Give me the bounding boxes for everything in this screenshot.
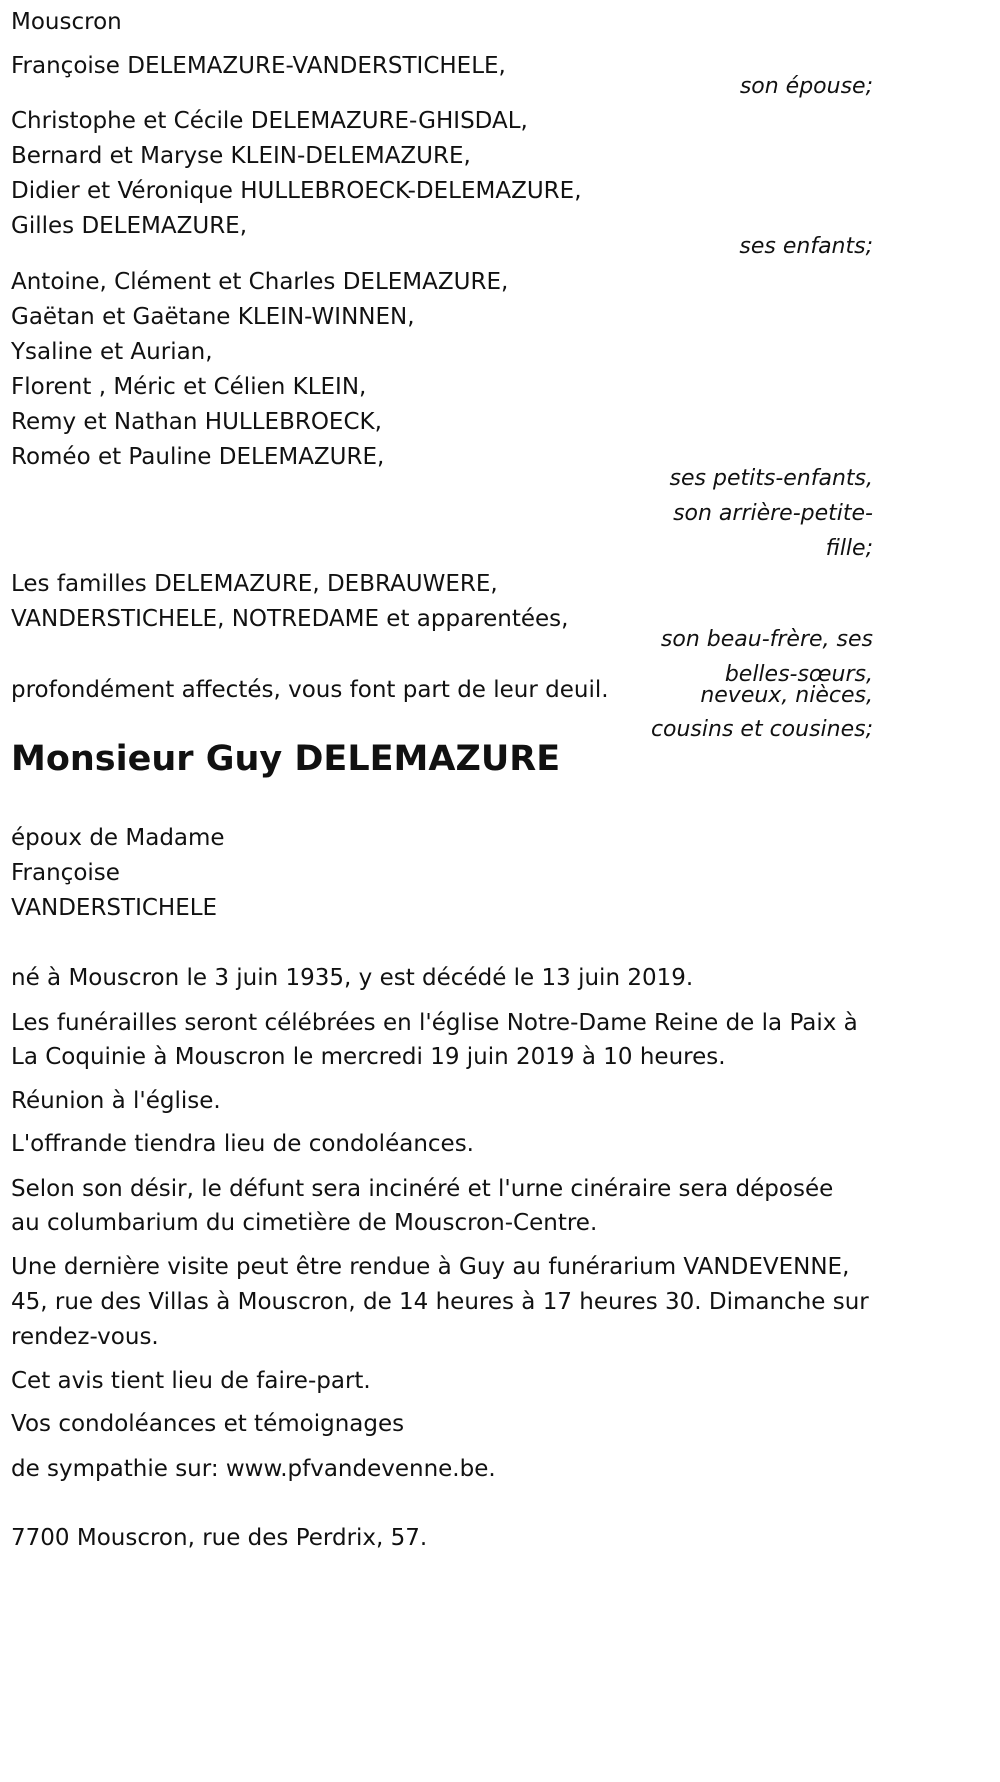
families-role: neveux, nièces, bbox=[700, 683, 873, 708]
grandchildren-role: son arrière-petite- bbox=[673, 501, 873, 526]
funeral-line: Les funérailles seront célébrées en l'église Notre-Dame Reine de la Paix à bbox=[11, 1010, 858, 1036]
cremation-line: Selon son désir, le défunt sera incinéré et l'urne cinéraire sera déposée bbox=[11, 1176, 834, 1202]
grandchildren-role: ses petits-enfants, bbox=[669, 466, 873, 491]
location: Mouscron bbox=[11, 9, 122, 35]
condolences-line: de sympathie sur: www.pfvandevenne.be. bbox=[11, 1456, 496, 1482]
spouse-role: son épouse; bbox=[739, 74, 873, 99]
funeral-line: La Coquinie à Mouscron le mercredi 19 juin 2019 à 10 heures. bbox=[11, 1044, 726, 1070]
child-name: Bernard et Maryse KLEIN-DELEMAZURE, bbox=[11, 143, 471, 169]
cremation-line: au columbarium du cimetière de Mouscron-Centre. bbox=[11, 1210, 598, 1236]
families-line: Les familles DELEMAZURE, DEBRAUWERE, bbox=[11, 571, 498, 597]
visit-line: rendez-vous. bbox=[11, 1324, 159, 1350]
families-role: son beau-frère, ses bbox=[660, 627, 873, 652]
visit-line: Une dernière visite peut être rendue à Guy au funérarium VANDEVENNE, bbox=[11, 1254, 850, 1280]
child-name: Gilles DELEMAZURE, bbox=[11, 213, 248, 239]
spouse-name: Françoise DELEMAZURE-VANDERSTICHELE, bbox=[11, 53, 506, 79]
child-name: Christophe et Cécile DELEMAZURE-GHISDAL, bbox=[11, 108, 528, 134]
grandchild-name: Roméo et Pauline DELEMAZURE, bbox=[11, 444, 385, 470]
children-role: ses enfants; bbox=[739, 234, 873, 259]
grandchildren-role: fille; bbox=[825, 536, 873, 561]
address: 7700 Mouscron, rue des Perdrix, 57. bbox=[11, 1525, 428, 1551]
spouse-of-line: époux de Madame bbox=[11, 825, 225, 851]
spouse-of-line: VANDERSTICHELE bbox=[11, 895, 218, 921]
grandchild-name: Antoine, Clément et Charles DELEMAZURE, bbox=[11, 269, 509, 295]
birth-death: né à Mouscron le 3 juin 1935, y est décédé le 13 juin 2019. bbox=[11, 965, 694, 991]
grandchild-name: Ysaline et Aurian, bbox=[11, 339, 213, 365]
families-role: cousins et cousines; bbox=[650, 717, 873, 742]
visit-line: 45, rue des Villas à Mouscron, de 14 heures à 17 heures 30. Dimanche sur bbox=[11, 1289, 869, 1315]
offering: L'offrande tiendra lieu de condoléances. bbox=[11, 1131, 474, 1157]
meeting: Réunion à l'église. bbox=[11, 1088, 221, 1114]
deceased-name: Monsieur Guy DELEMAZURE bbox=[11, 739, 561, 779]
grandchild-name: Gaëtan et Gaëtane KLEIN-WINNEN, bbox=[11, 304, 415, 330]
grandchild-name: Florent , Méric et Célien KLEIN, bbox=[11, 374, 367, 400]
spouse-of-line: Françoise bbox=[11, 860, 120, 886]
child-name: Didier et Véronique HULLEBROECK-DELEMAZURE, bbox=[11, 178, 582, 204]
condolences-line: Vos condoléances et témoignages bbox=[11, 1411, 405, 1437]
notice: Cet avis tient lieu de faire-part. bbox=[11, 1368, 371, 1394]
families-line: VANDERSTICHELE, NOTREDAME et apparentées, bbox=[11, 606, 569, 632]
grandchild-name: Remy et Nathan HULLEBROECK, bbox=[11, 409, 382, 435]
announcement: profondément affectés, vous font part de leur deuil. bbox=[11, 677, 609, 703]
families-role: belles-sœurs, bbox=[724, 662, 873, 687]
